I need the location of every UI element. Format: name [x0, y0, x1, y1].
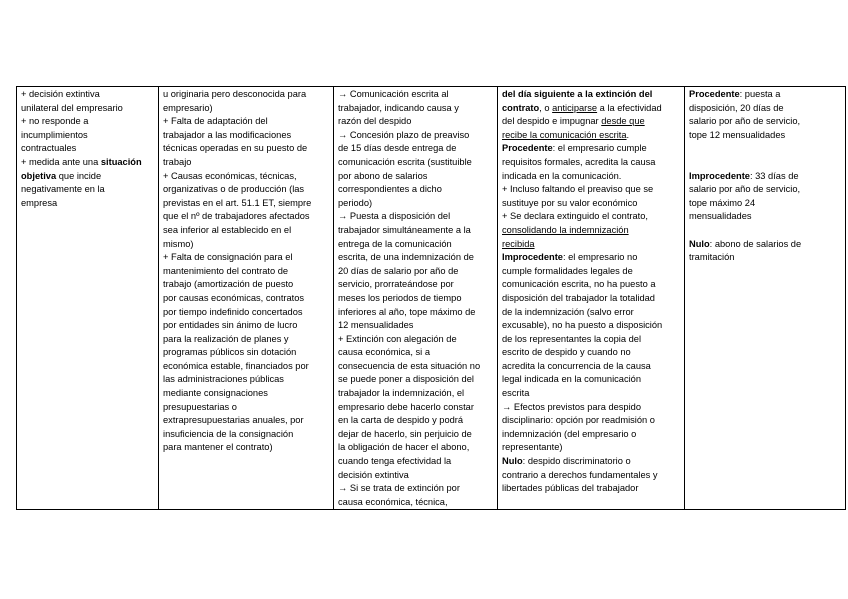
- text-run: : 33 días de: [749, 170, 799, 181]
- text-run: consolidando la indemnización: [502, 224, 629, 235]
- text-line: para la realización de planes y: [163, 333, 289, 344]
- text-run: : puesta a: [739, 89, 781, 99]
- text-line: [689, 88, 841, 102]
- text-line: u originaria pero desconocida para: [163, 89, 307, 99]
- text-line: inferiores al año, tope máximo de: [338, 306, 476, 317]
- text-line: por tiempo indefinido concertados: [163, 306, 303, 317]
- text-run: .: [626, 129, 630, 140]
- table-cell-col2: [159, 87, 334, 510]
- text-run: : despido discriminatorio o: [522, 456, 631, 467]
- text-run: a la efectividad: [597, 102, 662, 113]
- text-line: + decisión extintiva: [21, 89, 100, 99]
- text-line: incumplimientos: [21, 129, 88, 140]
- text-line: excusable), no ha puesto a disposición: [502, 320, 663, 331]
- text-line: servicio, prorrateándose por: [338, 279, 454, 290]
- text-line: disciplinario: opción por readmisión o: [502, 415, 655, 426]
- text-line: disposición, 20 días de: [689, 102, 784, 113]
- text-line: cuando tenga efectividad la: [338, 456, 452, 467]
- text-run: Nulo: [502, 456, 523, 467]
- text-line: legal indicada en la comunicación: [502, 374, 642, 385]
- table-row: [17, 87, 846, 510]
- text-line: trabajador la indemnización, el: [338, 388, 465, 399]
- text-line: de los representantes la copia del: [502, 333, 642, 344]
- text-line: entrega de la comunicación: [338, 238, 452, 249]
- text-line: escrita: [502, 388, 530, 399]
- text-run: del despido e impugnar: [502, 116, 602, 127]
- text-line: 12 mensualidades: [338, 320, 414, 331]
- text-line: unilateral del empresario: [21, 102, 123, 113]
- text-line: organizativas o de producción (las: [163, 184, 305, 195]
- text-line: cumple formalidades legales de: [502, 265, 633, 276]
- text-line: [502, 238, 680, 252]
- text-line: → Efectos previstos para despido: [502, 401, 642, 412]
- text-line: 20 días de salario por año de: [338, 265, 459, 276]
- text-line: → Comunicación escrita al: [338, 89, 449, 99]
- text-line: correspondientes a dicho: [338, 184, 442, 195]
- text-line: + Se declara extinguido el contrato,: [502, 211, 649, 222]
- text-line: tope 12 mensualidades: [689, 129, 786, 140]
- text-line: acredita la concurrencia de la causa: [502, 360, 651, 371]
- text-line: sustituye por su valor económico: [502, 197, 638, 208]
- text-line: salario por año de servicio,: [689, 184, 801, 195]
- text-line: [502, 455, 680, 469]
- text-line: razón del despido: [338, 116, 412, 127]
- text-line: económica estable, financiados por: [163, 360, 309, 371]
- text-line: la obligación de hacer el abono,: [338, 442, 470, 453]
- text-run: desde que: [601, 116, 645, 127]
- text-line: [502, 129, 680, 143]
- text-line: + Falta de consignación para el: [163, 252, 293, 263]
- text-line: se puede poner a disposición del: [338, 374, 474, 385]
- text-line: causa económica, si a: [338, 347, 430, 358]
- text-line: empresario debe hacerlo constar: [338, 401, 474, 412]
- table-cell-col5: [685, 87, 846, 510]
- text-line: trabajo (amortización de puesto: [163, 279, 294, 290]
- text-line: indemnización (del empresario o: [502, 428, 637, 439]
- text-line: trabajador a las modificaciones: [163, 129, 292, 140]
- text-line: mantenimiento del contrato de: [163, 265, 289, 276]
- text-run: Nulo: [689, 238, 710, 249]
- text-line: [689, 156, 841, 170]
- text-line: programas públicos sin dotación: [163, 347, 297, 358]
- text-run: recibida: [502, 238, 535, 249]
- text-line: → Concesión plazo de preaviso: [338, 129, 470, 140]
- text-line: [21, 156, 154, 170]
- text-run: : el empresario cumple: [552, 143, 647, 154]
- text-line: escrito de despido y cuando no: [502, 347, 631, 358]
- text-line: técnicas operadas en su puesto de: [163, 143, 308, 154]
- text-line: [689, 170, 841, 184]
- text-line: en la carta de despido y podrá: [338, 415, 464, 426]
- text-line: [502, 88, 680, 102]
- text-line: + Causas económicas, técnicas,: [163, 170, 297, 181]
- text-line: trabajo: [163, 156, 192, 167]
- text-line: mensualidades: [689, 211, 752, 222]
- text-line: presupuestarias o: [163, 401, 237, 412]
- text-line: meses los periodos de tiempo: [338, 292, 462, 303]
- text-line: para mantener el contrato): [163, 442, 273, 453]
- comparison-table: [16, 86, 846, 510]
- text-line: empresario): [163, 102, 213, 113]
- text-line: decisión extintiva: [338, 469, 409, 480]
- text-run: contrato: [502, 102, 540, 113]
- text-run: : abono de salarios de: [709, 238, 802, 249]
- text-line: [689, 224, 841, 238]
- text-line: contractuales: [21, 143, 77, 154]
- text-line: representante): [502, 442, 563, 453]
- text-line: dejar de hacerlo, sin perjuicio de: [338, 428, 472, 439]
- text-line: libertades públicas del trabajador: [502, 483, 639, 494]
- text-line: consecuencia de esta situación no: [338, 360, 481, 371]
- text-line: [689, 238, 841, 252]
- text-line: empresa: [21, 197, 58, 208]
- text-line: las administraciones públicas: [163, 374, 284, 385]
- text-line: tramitación: [689, 252, 735, 263]
- text-line: escrita, de una indemnización de: [338, 252, 474, 263]
- text-line: por entidades sin ánimo de lucro: [163, 320, 298, 331]
- text-line: [502, 224, 680, 238]
- text-line: disposición del trabajador la totalidad: [502, 292, 655, 303]
- text-line: requisitos formales, acredita la causa: [502, 156, 656, 167]
- text-run: , o: [539, 102, 553, 113]
- text-line: por abono de salarios: [338, 170, 428, 181]
- text-line: [502, 102, 680, 116]
- text-line: mediante consignaciones: [163, 388, 268, 399]
- text-line: + Extinción con alegación de: [338, 333, 457, 344]
- text-line: causa económica, técnica,: [338, 496, 448, 507]
- text-line: mismo): [163, 238, 194, 249]
- text-line: contrario a derechos fundamentales y: [502, 469, 658, 480]
- text-run: del día siguiente a la extinción del: [502, 89, 653, 99]
- text-run: Improcedente: [689, 170, 750, 181]
- text-line: sea inferior al establecido en el: [163, 224, 292, 235]
- text-run: + medida ante una: [21, 156, 101, 167]
- table-cell-col3: [334, 87, 498, 510]
- text-line: periodo): [338, 197, 373, 208]
- text-line: [502, 115, 680, 129]
- text-line: + Falta de adaptación del: [163, 116, 268, 127]
- text-line: [502, 251, 680, 265]
- text-line: que el nº de trabajadores afectados: [163, 211, 310, 222]
- text-line: comunicación escrita, no ha puesto a: [502, 279, 656, 290]
- text-run: anticiparse: [552, 102, 598, 113]
- text-line: → Si se trata de extinción por: [338, 483, 460, 494]
- text-run: objetiva: [21, 170, 57, 181]
- text-line: comunicación escrita (sustituible: [338, 156, 472, 167]
- text-run: Improcedente: [502, 252, 563, 263]
- text-line: previstas en el art. 51.1 ET, siempre: [163, 197, 312, 208]
- text-run: recibe la comunicación escrita: [502, 129, 627, 140]
- text-line: de 15 días desde entrega de: [338, 143, 457, 154]
- table-cell-col1: [17, 87, 159, 510]
- text-run: situación: [100, 156, 142, 167]
- table-cell-col4: [498, 87, 685, 510]
- text-run: que incide: [56, 170, 102, 181]
- text-line: salario por año de servicio,: [689, 116, 801, 127]
- text-line: tope máximo 24: [689, 197, 756, 208]
- text-line: insuficiencia de la consignación: [163, 428, 294, 439]
- text-line: [689, 142, 841, 156]
- text-run: Procedente: [689, 89, 740, 99]
- text-line: de la indemnización (salvo error: [502, 306, 634, 317]
- text-run: : el empresario no: [562, 252, 638, 263]
- text-line: negativamente en la: [21, 184, 105, 195]
- text-line: [21, 170, 154, 184]
- text-line: → Puesta a disposición del: [338, 211, 451, 222]
- text-line: [502, 142, 680, 156]
- text-line: indicada en la comunicación.: [502, 170, 622, 181]
- text-line: + Incluso faltando el preaviso que se: [502, 184, 654, 195]
- text-line: extrapresupuestarias anuales, por: [163, 415, 304, 426]
- text-run: Procedente: [502, 143, 553, 154]
- text-line: trabajador simultáneamente a la: [338, 224, 471, 235]
- text-line: + no responde a: [21, 116, 89, 127]
- text-line: por causas económicas, contratos: [163, 292, 305, 303]
- text-line: trabajador, indicando causa y: [338, 102, 459, 113]
